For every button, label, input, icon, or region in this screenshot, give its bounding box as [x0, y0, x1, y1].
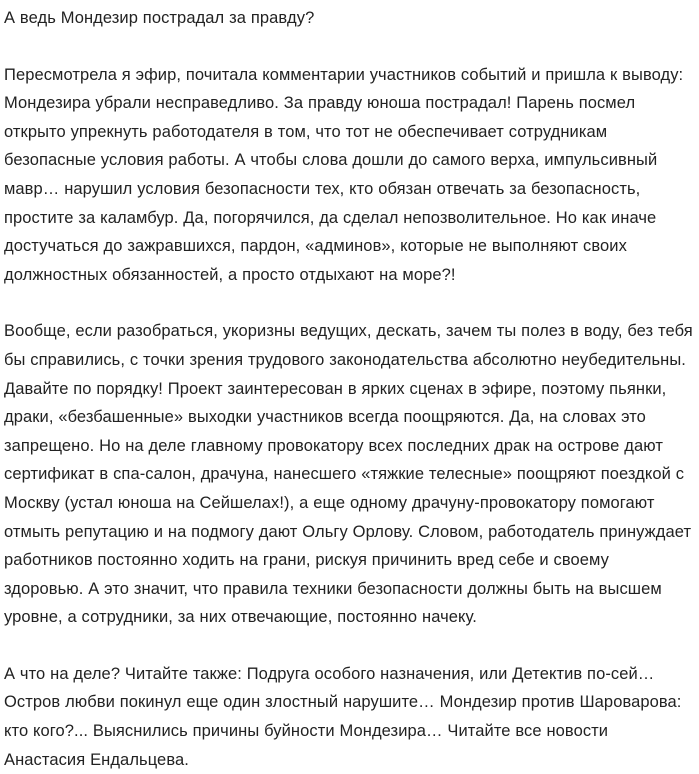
article-heading: А ведь Мондезир пострадал за правду? [4, 9, 315, 27]
article-paragraph-3: А что на деле? Читайте также: Подруга особого назначения, или Детектив по-сей… Остров любви покинул еще один злостный нарушите… Мондезир против Шароварова: кто кого?... Выяснились причины буйности Мондезира… Читайте все новости Анастасия Ендальцева. [4, 664, 682, 769]
article-paragraph-1: Пересмотрела я эфир, почитала комментарии участников событий и пришла к выводу: Мондезира убрали несправедливо. За правду юноша пострадал! Парень посмел открыто упрекнуть работодателя в том, что тот не обеспечивает сотрудникам безопасные условия работы. А чтобы слова дошли до самого верха, импульсивный мавр… нарушил условия безопасности тех, кто обязан отвечать за безопасность, простите за каламбур. Да, погорячился, да сделал непозволительное. Но как иначе достучаться до зажравшихся, пардон, «админов», которые не выполняют своих должностных обязанностей, а просто отдыхают на море?! [4, 65, 684, 284]
article-paragraph-2: Вообще, если разобраться, укоризны ведущих, дескать, зачем ты полез в воду, без тебя бы справились, с точки зрения трудового законодательства абсолютно неубедительны. Давайте по порядку! Проект заинтересован в ярких сценах в эфире, поэтому пьянки, драки, «безбашенные» выходки участников всегда поощряются. Да, на словах это запрещено. Но на деле главному провокатору всех последних драк на острове дают сертификат в спа-салон, драчуна, нанесшего «тяжкие телесные» поощряют поездкой с Москву (устал юноша на Сейшелах!), а еще одному драчуну-провокатору помогают отмыть репутацию и на подмогу дают Ольгу Орлову. Словом, работодатель принуждает работников постоянно ходить на грани, рискуя причинить вред себе и своему здоровью. А это значит, что правила техники безопасности должны быть на высшем уровне, а сотрудники, за них отвечающие, постоянно начеку. [4, 322, 693, 627]
